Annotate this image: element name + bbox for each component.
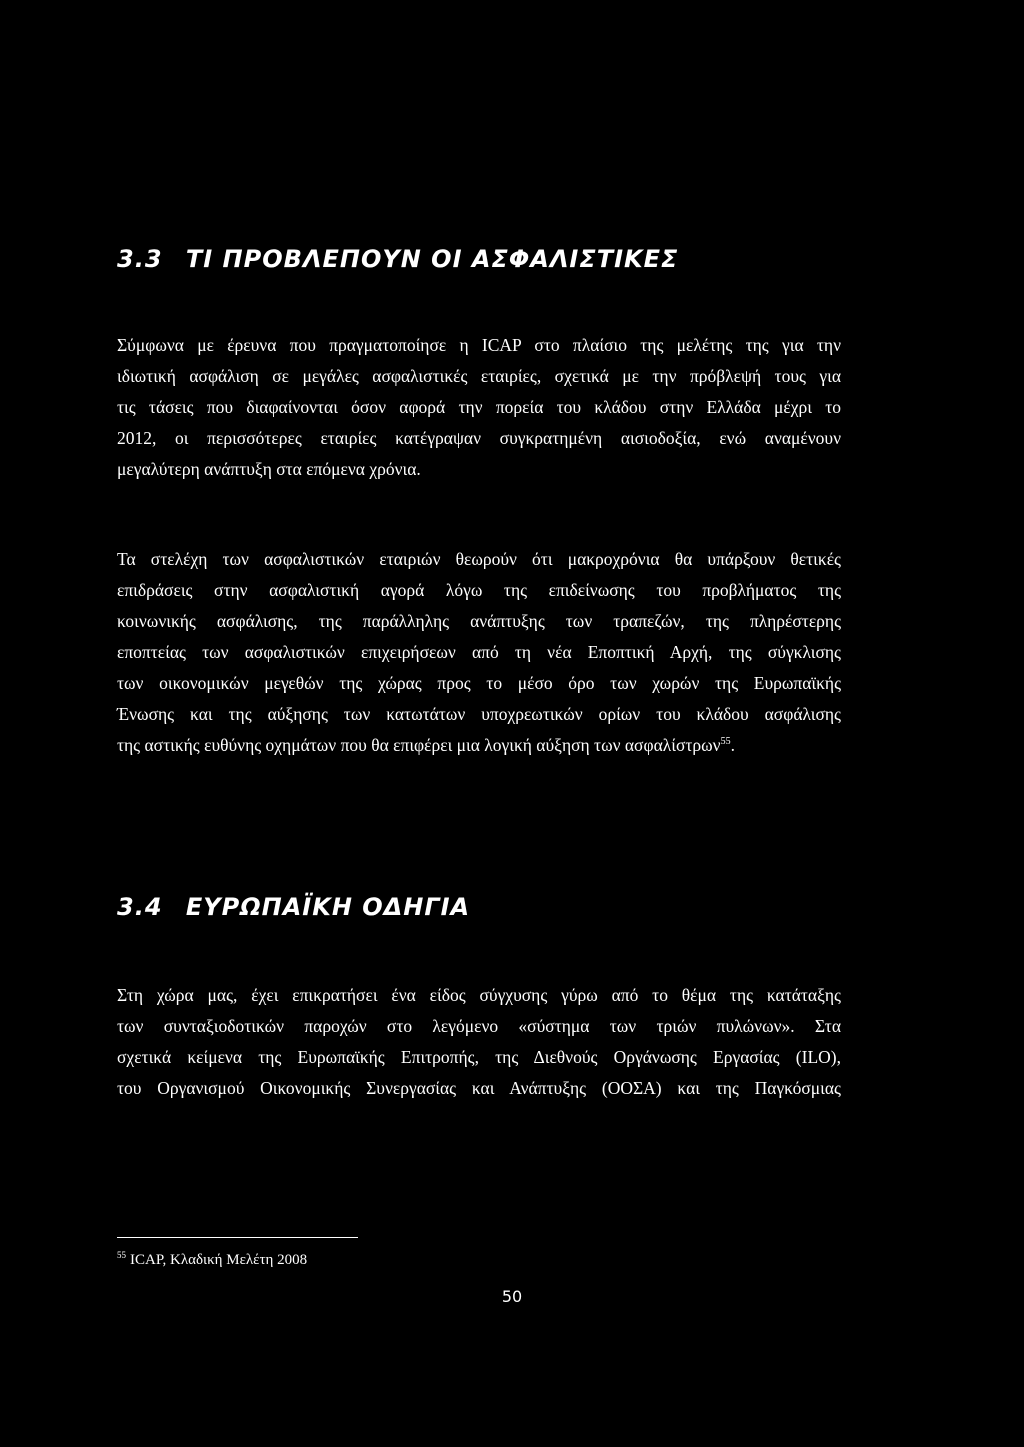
section-heading-3-4 [117, 893, 470, 921]
paragraph-line: των οικονομικών μεγεθών της χώρας προς το μέσο όρο των χωρών της Ευρωπαϊκής [117, 673, 841, 693]
page-number: 50 [501, 1287, 523, 1306]
paragraph-line: εποπτείας των ασφαλιστικών επιχειρήσεων από τη νέα Εποπτική Αρχή, της σύγκλισης [117, 642, 841, 662]
footnote [117, 1250, 307, 1269]
footnote-marker: 55 [117, 1250, 126, 1260]
paragraph-line: σχετικά κείμενα της Ευρωπαϊκής Επιτροπής, της Διεθνούς Οργάνωσης Εργασίας (ILO), [117, 1047, 841, 1067]
paragraph-line-last [117, 730, 841, 761]
paragraph-line: επιδράσεις στην ασφαλιστική αγορά λόγω της επιδείνωσης του προβλήματος της [117, 580, 841, 600]
paragraph-executives-outlook [117, 544, 841, 761]
paragraph-line: ιδιωτική ασφάλιση σε μεγάλες ασφαλιστικές εταιρίες, σχετικά με την πρόβλεψή τους για [117, 366, 841, 386]
paragraph-icap-survey [117, 330, 841, 485]
paragraph-line: Ένωσης και της αύξησης των κατωτάτων υποχρεωτικών ορίων του κλάδου ασφάλισης [117, 704, 841, 724]
paragraph-line: Τα στελέχη των ασφαλιστικών εταιριών θεωρούν ότι μακροχρόνια θα υπάρξουν θετικές [117, 549, 841, 569]
section-heading-3-3 [117, 245, 678, 273]
sentence-end: . [730, 735, 735, 755]
footnote-reference[interactable]: 55 [720, 736, 731, 748]
footnote-divider [117, 1237, 358, 1238]
paragraph-line: του Οργανισμού Οικονομικής Συνεργασίας και Ανάπτυξης (ΟΟΣΑ) και της Παγκόσμιας [117, 1078, 841, 1098]
paragraph-line: των συνταξιοδοτικών παροχών στο λεγόμενο «σύστημα των τριών πυλώνων». Στα [117, 1016, 841, 1036]
section-title: ΤΙ ΠΡΟΒΛΕΠΟΥΝ ΟΙ ΑΣΦΑΛΙΣΤΙΚΕΣ [185, 245, 679, 273]
paragraph-line: κοινωνικής ασφάλισης, της παράλληλης ανάπτυξης των τραπεζών, της πληρέστερης [117, 611, 841, 631]
section-number: 3.3 [117, 245, 163, 273]
footnote-text: ICAP, Κλαδική Μελέτη 2008 [130, 1252, 308, 1268]
section-title: ΕΥΡΩΠΑΪΚΗ ΟΔΗΓΙΑ [185, 893, 471, 921]
paragraph-line-text: της αστικής ευθύνης οχημάτων που θα επιφέρει μια λογική αύξηση των ασφαλίστρων [117, 735, 721, 755]
paragraph-line: μεγαλύτερη ανάπτυξη στα επόμενα χρόνια. [117, 459, 421, 479]
paragraph-pension-pillars [117, 980, 841, 1104]
paragraph-line: Σύμφωνα με έρευνα που πραγματοποίησε η ICAP στο πλαίσιο της μελέτης της για την [117, 335, 841, 355]
section-number: 3.4 [117, 893, 163, 921]
paragraph-line: Στη χώρα μας, έχει επικρατήσει ένα είδος σύγχυσης γύρω από το θέμα της κατάταξης [117, 985, 841, 1005]
paragraph-line: 2012, οι περισσότερες εταιρίες κατέγραψαν συγκρατημένη αισιοδοξία, ενώ αναμένουν [117, 428, 841, 448]
paragraph-line: τις τάσεις που διαφαίνονται όσον αφορά την πορεία του κλάδου στην Ελλάδα μέχρι το [117, 397, 841, 417]
